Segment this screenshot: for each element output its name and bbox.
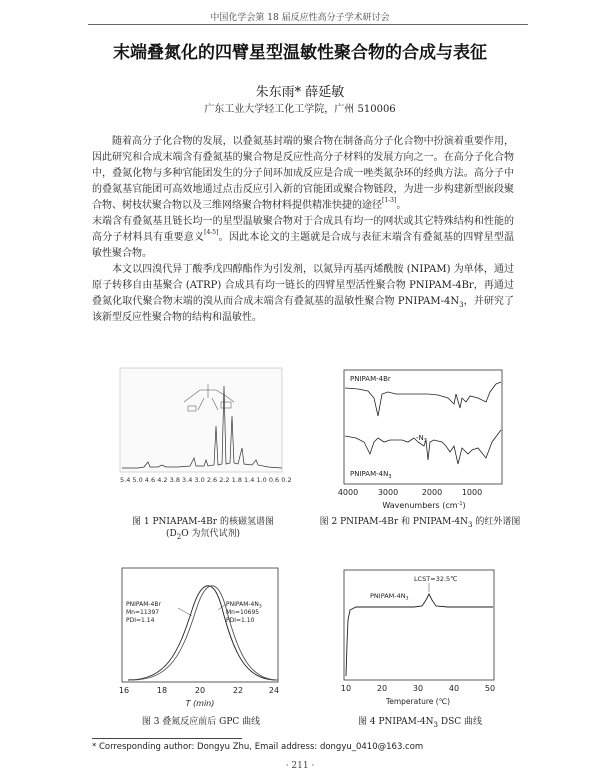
paragraph-3: 本文以四溴代异丁酸季戊四醇酯作为引发剂，以氮异丙基丙烯酰胺 (NIPAM) 为单体，通过原子转移自由基聚合 (ATRP) 合成具有均一链长的四臂星型活性聚合物 PNIPAM-4Br，再通过叠氮化取代聚合物末端的溴从而合成末端含有叠氮基的温敏性聚合物 PNIPAM-$4N_3$，并研究了该新型反应性聚合物的结构和温敏性。 bbox=[92, 264, 515, 323]
ir-xtick: 4000 bbox=[338, 488, 359, 497]
ir-xtick: 3000 bbox=[377, 488, 399, 497]
dsc-x-label: Temperature (℃) bbox=[385, 697, 451, 706]
gpc-left-label bbox=[126, 601, 161, 624]
gpc-xtick: 24 bbox=[268, 686, 280, 695]
paragraph-2: 末端含有叠氮基且链长均一的星型温敏聚合物对于合成具有均一的网状或其它特殊结构和性能的高分子材料具有重要意义[4-5]。因此本论文的主题就是合成与表征末端含有叠氮基的四臂星型温敏性聚合物。 bbox=[92, 216, 515, 259]
footnote: * Corresponding author: Dongyu Zhu, Email address: dongyu_0410@163.com bbox=[92, 742, 424, 752]
svg-text:PNIPAM-4Br: PNIPAM-4Br bbox=[126, 601, 161, 608]
citation: [1-3] bbox=[382, 197, 397, 204]
gpc-x-label: T (min) bbox=[185, 699, 215, 708]
ir-x-label: Wavenumbers $(cm^{-1})$ bbox=[382, 501, 466, 510]
dsc-lcst-label: LCST=32.5℃ bbox=[414, 575, 458, 583]
dsc-xtick: 30 bbox=[412, 684, 424, 693]
figure-1-nmr bbox=[118, 366, 292, 496]
figure-4-dsc bbox=[338, 564, 498, 710]
dsc-xtick: 40 bbox=[448, 684, 460, 693]
svg-text:PNIPAM-4N3: PNIPAM-$4N_3$ bbox=[226, 601, 262, 610]
svg-text:Mn=11397: Mn=11397 bbox=[126, 609, 160, 616]
ir-trace-4br bbox=[345, 382, 501, 416]
paragraph-1: 随着高分子化合物的发展，以叠氮基封端的聚合物在制备高分子化合物中扮演着重要作用，因此研究和合成末端含有叠氮基的聚合物是反应性高分子材料的发展方向之一。在高分子化合物中，叠氮化物与多种官能团发生的分子间环加成反应是合成一唑类氮杂环的经典方法。高分子中的叠氮基官能团可高效地通过点击反应引入新的官能团或聚合物链段，为进一步构建新型嵌段聚合物、树枝状聚合物以及三维网络聚合物材料提供精准快捷的途径[1-3]。 bbox=[92, 136, 514, 211]
gpc-xtick: 22 bbox=[232, 686, 244, 695]
dsc-series-label: PNIPAM-$4N_3$ bbox=[370, 592, 409, 602]
body-text bbox=[92, 134, 514, 326]
svg-text:Mn=10695: Mn=10695 bbox=[226, 609, 260, 616]
gpc-xtick: 18 bbox=[156, 686, 168, 695]
affiliation: 广东工业大学轻工化工学院，广州 510006 bbox=[204, 104, 396, 115]
svg-text:PDI=1.10: PDI=1.10 bbox=[226, 617, 255, 624]
paper-title: 末端叠氮化的四臂星型温敏性聚合物的合成与表征 bbox=[113, 43, 487, 63]
figure-1-caption: 图 1 PNIAPAM-4Br 的核磁氢谱图 ($D_2O$ 为氘代试剂) bbox=[132, 517, 274, 541]
gpc-curve-4n3 bbox=[132, 586, 278, 680]
gpc-xtick: 20 bbox=[194, 686, 206, 695]
dsc-xtick: 50 bbox=[484, 684, 496, 693]
ir-label-top: PNIPAM-4Br bbox=[350, 375, 391, 383]
gpc-chart bbox=[116, 564, 284, 710]
authors: 朱东雨* 薛延敏 bbox=[255, 85, 345, 100]
figure-2-ir bbox=[338, 364, 510, 514]
figure-2-caption: 图 2 PNIPAM-4Br 和 PNIPAM-$4N_3$ 的红外谱图 bbox=[319, 517, 521, 529]
ir-label-n3: $-N_3$ bbox=[416, 434, 427, 444]
ir-x-ticks bbox=[338, 488, 482, 497]
ir-xtick: 1000 bbox=[461, 488, 483, 497]
dsc-chart bbox=[338, 564, 498, 710]
page-number: · 211 · bbox=[285, 761, 315, 771]
dsc-xtick: 20 bbox=[376, 684, 388, 693]
running-header: 中国化学会第 18 届反应性高分子学术研讨会 bbox=[210, 13, 390, 23]
nmr-axis-ticks: 5.4 5.0 4.6 4.2 3.8 3.4 3.0 2.6 2.2 1.8 1.4 1.0 0.6 0.2 bbox=[120, 476, 292, 484]
ir-spectrum bbox=[338, 364, 510, 514]
gpc-right-label bbox=[226, 601, 262, 624]
figure-3-caption: 图 3 叠氮反应前后 GPC 曲线 bbox=[141, 717, 261, 727]
header-rule bbox=[88, 24, 528, 25]
footnote-rule bbox=[92, 738, 242, 739]
citation: [4-5] bbox=[204, 229, 219, 236]
figure-4-caption: 图 4 PNIPAM-$4N_3$ DSC 曲线 bbox=[358, 717, 482, 729]
ir-xtick: 2000 bbox=[421, 488, 443, 497]
dsc-x-ticks bbox=[341, 684, 495, 693]
dsc-trace bbox=[346, 594, 493, 676]
dsc-xtick: 10 bbox=[340, 684, 352, 693]
figure-3-gpc bbox=[116, 564, 284, 710]
gpc-xtick: 16 bbox=[118, 686, 130, 695]
gpc-curve-4br bbox=[128, 586, 276, 680]
gpc-x-ticks bbox=[119, 686, 279, 695]
ir-label-bottom: PNIPAM-$4N_3$ bbox=[350, 470, 392, 480]
svg-text:PDI=1.14: PDI=1.14 bbox=[126, 617, 155, 624]
